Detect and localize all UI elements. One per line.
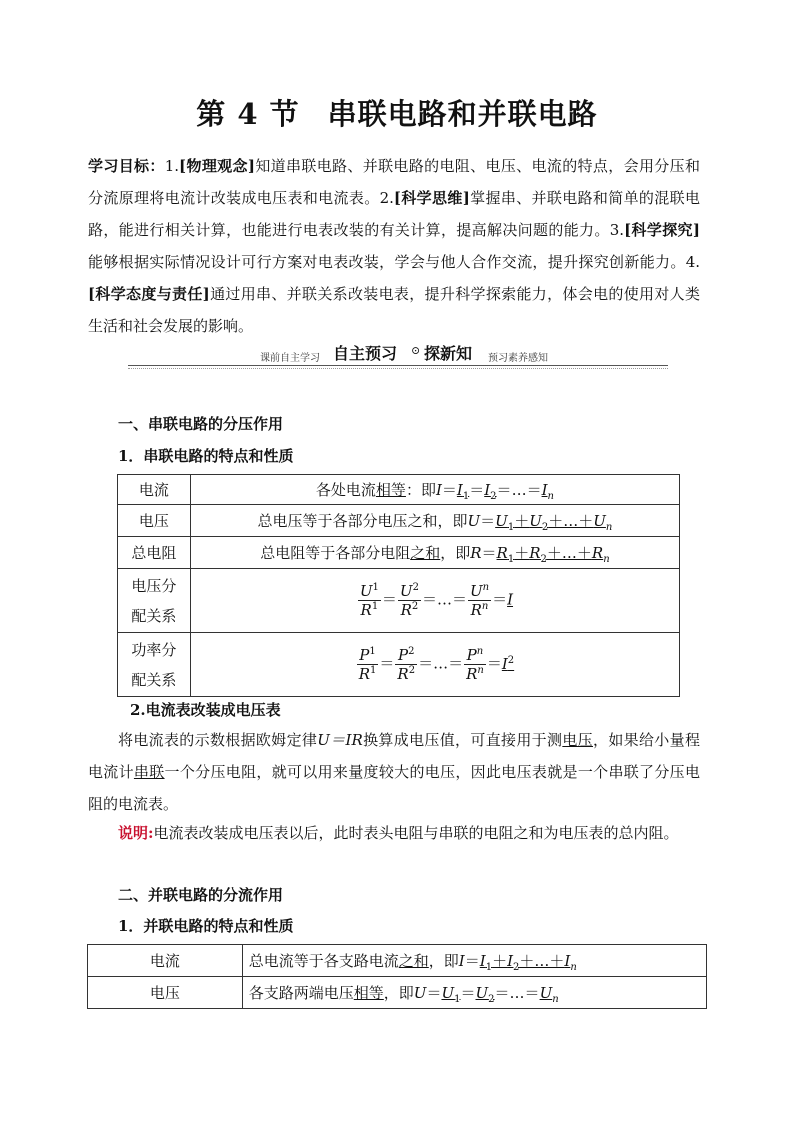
ammeter-to-voltmeter-paragraph: [88, 724, 700, 820]
note-text: 电流表改装成电压表以后，此时表头电阻与串联的电阻之和为电压表的总内阻。: [153, 824, 679, 842]
section-1-sub-1: 1．串联电路的特点和性质: [118, 447, 294, 465]
objective-2-tag: [科学思维]: [393, 189, 470, 207]
cell-text: 总电流等于各支路电流: [248, 952, 399, 970]
cell-text: ，即: [428, 952, 459, 970]
banner-rule-dotted: [128, 368, 668, 369]
row-label-line: 配关系: [131, 670, 177, 689]
cell-underlined-text: 之和: [398, 952, 429, 970]
row-label-line: 功率分: [131, 640, 177, 659]
banner-right-caption: 预习素养感知: [488, 353, 548, 364]
banner-title-1: 自主预习: [333, 344, 398, 363]
para-text: 将电流表的示数根据欧姆定律: [118, 731, 318, 749]
objective-1-number: 1.: [164, 157, 180, 175]
cell-text: ：即: [405, 481, 436, 499]
parallel-voltage-cell: 各支路两端电压相等，即$U=U_1=U_2=\dots=U_n$: [242, 977, 706, 1009]
banner-rule: [128, 365, 668, 366]
section-2-sub-1: 1．并联电路的特点和性质: [118, 917, 294, 935]
row-label: 总电阻: [118, 537, 191, 569]
cell-text: 各支路两端电压: [248, 984, 354, 1002]
parallel-current-cell: 总电流等于各支路电流之和，即$I=I_1+I_2+\dots+I_n$: [242, 945, 706, 977]
note-paragraph: [88, 817, 700, 849]
row-label: [118, 633, 191, 697]
table-row: [118, 569, 680, 633]
table-row: [88, 977, 707, 1009]
voltage-distribution-formula: $\frac{U^1}{R^1}$ ＝ $\frac{U^2}{R^2}$ ＝…＝ $\frac{U^n}{R^n}$ ＝I: [190, 569, 679, 633]
series-circuit-table: [117, 474, 680, 697]
series-current-cell: 各处电流相等：即$I=I_1=I_2=\dots=I_n$: [190, 475, 679, 505]
cell-text: 各处电流: [315, 481, 376, 499]
cell-text: 总电压等于各部分电压之和，即: [257, 512, 468, 530]
ohms-law: U＝IR: [317, 731, 363, 749]
para-text: 换算成电压值，可直接用于测: [362, 731, 563, 749]
note-label: 说明:: [118, 824, 154, 842]
learning-objectives: [88, 150, 700, 342]
objective-3-tag: [科学探究]: [624, 221, 700, 239]
row-label-line: 配关系: [131, 606, 177, 625]
section-1-sub-2: 2.电流表改装成电压表: [130, 701, 281, 719]
table-row: [118, 475, 680, 505]
row-label: 电流: [88, 945, 243, 977]
banner-separator-icon: ⊙: [411, 344, 421, 357]
cell-ellipsis: …: [511, 481, 527, 499]
para-text: ，如果给小量程电流计: [88, 731, 700, 781]
power-distribution-formula: $\frac{P^1}{R^1}$ ＝ $\frac{P^2}{R^2}$ ＝…＝ $\frac{P^n}{R^n}$ $=I^2$: [190, 633, 679, 697]
objective-1-text: 知道串联电路、并联电路的电阻、电压、电流的特点，会用分压和分流原理将电流计改装成电压表和电流表。: [88, 157, 700, 207]
section-banner: [128, 340, 668, 370]
banner-title-2: 探新知: [424, 344, 473, 363]
para-underlined: 串联: [133, 763, 165, 781]
row-label: 电流: [118, 475, 191, 505]
cell-text: ，即: [440, 544, 471, 562]
series-voltage-cell: 总电压等于各部分电压之和，即$U=U_1+U_2+\dots+U_n$: [190, 505, 679, 537]
page-title: [0, 92, 794, 133]
row-label: 电压: [118, 505, 191, 537]
para-underlined: 电压: [562, 731, 593, 749]
para-text: 一个分压电阻，就可以用来量度较大的电压，因此电压表就是一个串联了分压电阻的电流表。: [88, 763, 700, 813]
cell-text: ，即: [383, 984, 414, 1002]
row-label: [118, 569, 191, 633]
objective-4-tag: [科学态度与责任]: [88, 285, 210, 303]
objective-3-text: 能够根据实际情况设计可行方案对电表改装，学会与他人合作交流，提升探究创新能力。: [88, 253, 686, 271]
table-row: [118, 633, 680, 697]
row-label: 电压: [88, 977, 243, 1009]
objective-1-tag: [物理观念]: [179, 157, 255, 175]
objective-3-number: 3.: [609, 221, 625, 239]
objective-4-number: 4.: [685, 253, 700, 271]
parallel-circuit-table: [87, 944, 707, 1009]
cell-underlined-text: 相等: [375, 481, 406, 499]
cell-underlined-text: 相等: [353, 984, 384, 1002]
table-row: [118, 537, 680, 569]
objective-2-text: 掌握串、并联电路和简单的混联电路，能进行相关计算，也能进行电表改装的有关计算，提高解决问题的能力。: [88, 189, 700, 239]
cell-underlined-text: 之和: [410, 544, 441, 562]
objective-4-text: 通过用串、并联关系改装电表，提升科学探索能力，体会电的使用对人类生活和社会发展的影响。: [88, 285, 700, 335]
table-row: [118, 505, 680, 537]
row-label-line: 电压分: [131, 576, 177, 595]
section-title: 串联电路和并联电路: [327, 97, 598, 131]
section-1-heading: 一、串联电路的分压作用: [118, 415, 284, 433]
section-2-heading: 二、并联电路的分流作用: [118, 886, 284, 904]
objective-2-number: 2.: [379, 189, 394, 207]
table-row: [88, 945, 707, 977]
cell-text: 总电阻等于各部分电阻: [260, 544, 411, 562]
banner-left-caption: 课前自主学习: [260, 353, 320, 364]
objectives-lead: 学习目标：: [88, 157, 165, 175]
section-number: 第 4 节: [196, 97, 300, 131]
series-resistance-cell: 总电阻等于各部分电阻之和，即$R=R_1+R_2+\dots+R_n$: [190, 537, 679, 569]
